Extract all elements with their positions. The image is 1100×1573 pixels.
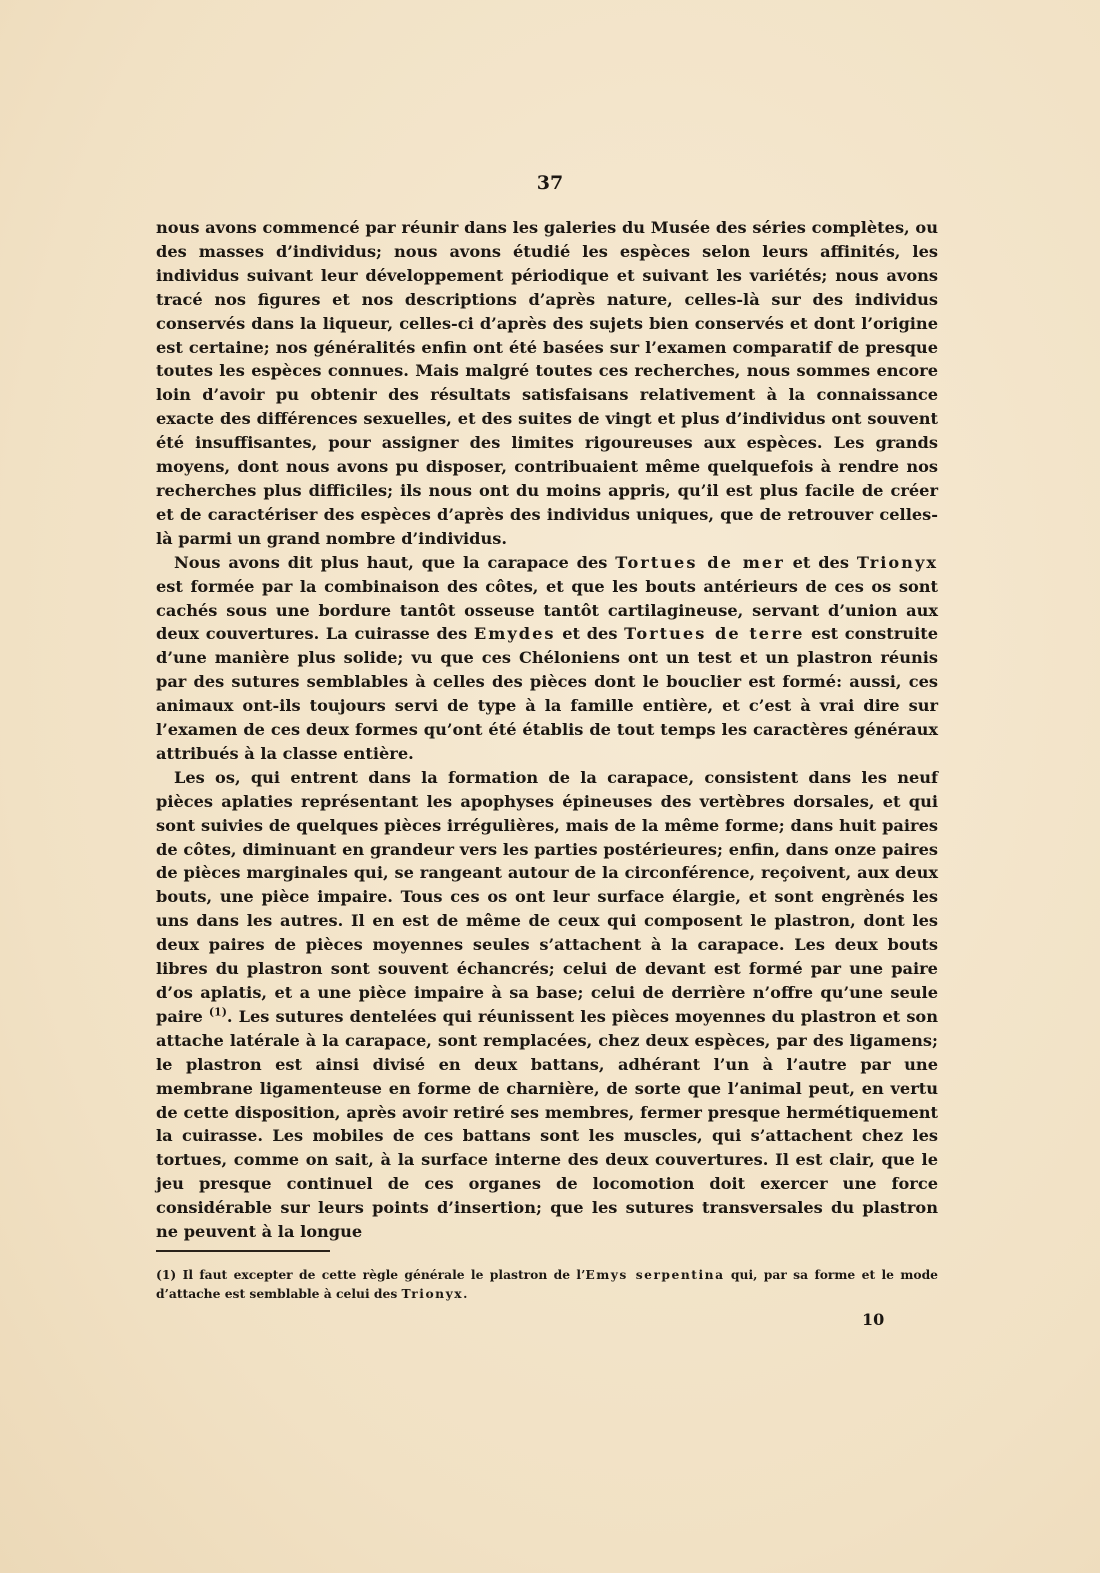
- species-name: Tortues de terre: [624, 624, 805, 644]
- text-run: et des: [555, 624, 625, 644]
- text-run: . Les sutures dentelées qui réunissent les pièces moyennes du plastron et son attache latérale à la carapace, sont remplacées, chez deux espèces, par des ligamens; le plastron est ainsi divisé en deux battans, adhérant l’un à l’autre par une membrane ligamenteuse en forme de charnière, de sorte que l’animal peut, en vertu de cette disposition, après avoir retiré ses membres, fermer presque hermétiquement la cuirasse. Les mobiles de ces battans sont les muscles, qui s’attachent chez les tortues, comme on sait, à la surface interne des deux couvertures. Il est clair, que le jeu presque continuel de ces organes de locomotion doit exercer une force considérable sur leurs points d’insertion; que les sutures transversales du plastron ne peuvent à la longue: [156, 1006, 938, 1242]
- species-name: Emys serpentina: [585, 1267, 725, 1282]
- species-name: Trionyx: [856, 552, 938, 572]
- page-number: 37: [536, 172, 564, 194]
- species-name: Emydes: [473, 624, 556, 644]
- footnote: [156, 1265, 938, 1303]
- footnote-divider: [156, 1250, 330, 1252]
- text-run: est construite d’une manière plus solide; vu que ces Chéloniens ont un test et un plastron réunis par des sutures semblables à celles des pièces dont le bouclier est formé: aussi, ces animaux ont-ils toujours servi de type à la famille entière, et c’est à vrai dire sur l’examen de ces deux formes qu’ont été établis de tout temps les caractères généraux attribués à la classe entière.: [156, 624, 938, 763]
- species-name: Trionyx: [401, 1286, 464, 1301]
- text-run: Les os, qui entrent dans la formation de la carapace, consistent dans les neuf pièces aplaties représentant les apophyses épineuses des vertèbres dorsales, et qui sont suivies de quelques pièces irrégulières, mais de la même forme; dans huit paires de côtes, diminuant en grandeur vers les parties postérieures; enfin, dans onze paires de pièces marginales qui, se rangeant autour de la circonférence, reçoivent, aux deux bouts, une pièce impaire. Tous ces os ont leur surface élargie, et sont engrènés les uns dans les autres. Il en est de même de ceux qui composent le plastron, dont les deux paires de pièces moyennes seules s’attachent à la carapace. Les deux bouts libres du plastron sont souvent échancrés; celui de devant est formé par une paire d’os aplatis, et a une pièce impaire à sa base; celui de derrière n’offre qu’une seule paire: [156, 767, 938, 1026]
- footnote-reference: (1): [208, 1005, 227, 1019]
- text-run: nous avons commencé par réunir dans les galeries du Musée des séries complètes, ou des masses d’individus; nous avons étudié les espèces selon leurs affinités, les individus suivant leur développement périodique et suivant les variétés; nous avons tracé nos figures et nos descriptions d’après nature, celles-là sur des individus conservés dans la liqueur, celles-ci d’après des sujets bien conservés et dont l’origine est certaine; nos généralités enfin ont été basées sur l’examen comparatif de presque toutes les espèces connues. Mais malgré toutes ces recherches, nous sommes encore loin d’avoir pu obtenir des résultats satisfaisans relativement à la connaissance exacte des différences sexuelles, et des suites de vingt et plus d’individus ont souvent été insuffisantes, pour assigner des limites rigoureuses aux espèces. Les grands moyens, dont nous avons pu disposer, contribuaient même quelquefois à rendre nos recherches plus difficiles; ils nous ont du moins appris, qu’il est plus facile de créer et de caractériser des espèces d’après des individus uniques, que de retrouver celles-là parmi un grand nombre d’individus.: [156, 218, 938, 548]
- signature-mark: 10: [862, 1310, 885, 1329]
- text-run: est formée par la combinaison des côtes, et que les bouts antérieurs de ces os sont cachés sous une bordure tantôt osseuse tantôt cartilagineuse, servant d’union aux deux couvertures. La cuirasse des: [156, 576, 938, 644]
- text-run: qui, par sa forme et le mode d’attache est semblable à celui des: [156, 1267, 938, 1301]
- footnote-marker: (1): [156, 1267, 177, 1282]
- paragraph-2: [156, 551, 938, 766]
- paragraph-3: [156, 766, 938, 1244]
- text-run: Il faut excepter de cette règle générale le plastron de l’: [176, 1267, 586, 1282]
- text-run: et des: [784, 552, 857, 572]
- text-run: Nous avons dit plus haut, que la carapace des: [174, 552, 616, 572]
- paragraph-1: [156, 216, 938, 551]
- species-name: Tortues de mer: [615, 552, 785, 572]
- text-run: .: [463, 1286, 468, 1301]
- body-text: [156, 216, 938, 1244]
